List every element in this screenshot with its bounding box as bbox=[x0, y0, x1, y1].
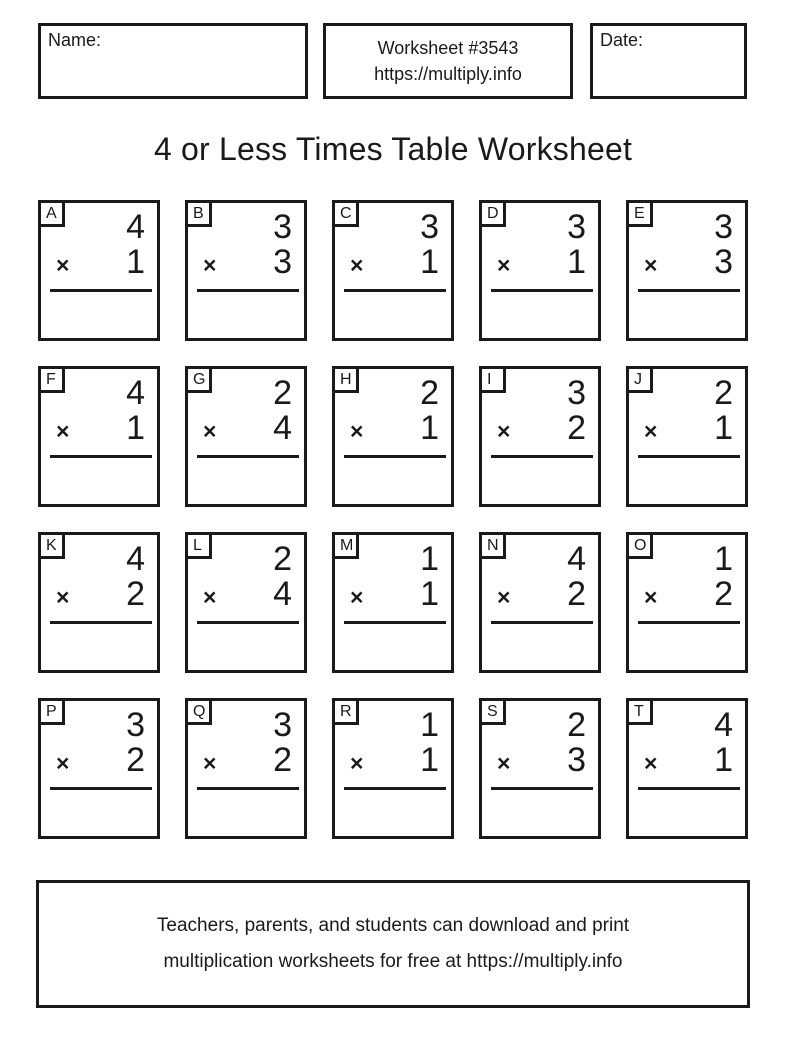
multiplier: 2 bbox=[126, 741, 145, 779]
footer-text-line2: multiplication worksheets for free at https://multiply.info bbox=[163, 951, 623, 972]
multiplier: 1 bbox=[420, 243, 439, 281]
problem-cell-f bbox=[38, 366, 160, 507]
problem-label: L bbox=[188, 535, 212, 559]
worksheet-number: Worksheet #3543 bbox=[377, 38, 519, 58]
multiply-icon: × bbox=[350, 252, 364, 278]
multiplicand: 3 bbox=[567, 208, 586, 246]
problem-label: S bbox=[482, 701, 506, 725]
multiplier: 1 bbox=[567, 243, 586, 281]
answer-space bbox=[188, 624, 304, 676]
problem-label: E bbox=[629, 203, 653, 227]
problem-label: F bbox=[41, 369, 65, 393]
answer-space bbox=[629, 458, 745, 510]
multiplicand: 1 bbox=[420, 706, 439, 744]
name-field-box bbox=[38, 23, 308, 99]
multiplier: 1 bbox=[714, 409, 733, 447]
answer-space bbox=[41, 790, 157, 842]
multiplier: 1 bbox=[420, 741, 439, 779]
multiplier: 1 bbox=[126, 409, 145, 447]
problem-label: C bbox=[335, 203, 359, 227]
multiply-icon: × bbox=[497, 584, 511, 610]
multiplicand: 1 bbox=[420, 540, 439, 578]
multiplier: 2 bbox=[273, 741, 292, 779]
worksheet-url: https://multiply.info bbox=[374, 64, 522, 84]
multiplier: 1 bbox=[420, 575, 439, 613]
problem-label: A bbox=[41, 203, 65, 227]
multiplier: 2 bbox=[567, 409, 586, 447]
answer-space bbox=[335, 292, 451, 344]
multiply-icon: × bbox=[350, 584, 364, 610]
answer-space bbox=[629, 624, 745, 676]
footer-text-line1: Teachers, parents, and students can download and print bbox=[156, 915, 630, 936]
problem-cell-g bbox=[185, 366, 307, 507]
problem-label: T bbox=[629, 701, 653, 725]
problem-label: R bbox=[335, 701, 359, 725]
multiplicand: 4 bbox=[714, 706, 733, 744]
multiplicand: 2 bbox=[273, 374, 292, 412]
problem-label: J bbox=[629, 369, 653, 393]
multiply-icon: × bbox=[644, 418, 658, 444]
answer-space bbox=[335, 790, 451, 842]
date-field-box bbox=[590, 23, 747, 99]
problem-cell-q bbox=[185, 698, 307, 839]
problem-label: Q bbox=[188, 701, 212, 725]
problem-cell-a bbox=[38, 200, 160, 341]
problem-label: I bbox=[482, 369, 506, 393]
answer-space bbox=[482, 458, 598, 510]
answer-space bbox=[41, 292, 157, 344]
problem-label: G bbox=[188, 369, 212, 393]
answer-space bbox=[188, 458, 304, 510]
multiply-icon: × bbox=[350, 418, 364, 444]
multiplicand: 2 bbox=[567, 706, 586, 744]
problem-label: D bbox=[482, 203, 506, 227]
multiplicand: 2 bbox=[714, 374, 733, 412]
problem-label: N bbox=[482, 535, 506, 559]
answer-space bbox=[629, 790, 745, 842]
problem-cell-j bbox=[626, 366, 748, 507]
multiplier: 3 bbox=[714, 243, 733, 281]
problem-cell-t bbox=[626, 698, 748, 839]
multiply-icon: × bbox=[497, 418, 511, 444]
multiply-icon: × bbox=[644, 252, 658, 278]
multiply-icon: × bbox=[203, 418, 217, 444]
problem-cell-h bbox=[332, 366, 454, 507]
problem-label: K bbox=[41, 535, 65, 559]
answer-space bbox=[188, 790, 304, 842]
problem-cell-d bbox=[479, 200, 601, 341]
answer-space bbox=[482, 292, 598, 344]
multiplicand: 4 bbox=[126, 374, 145, 412]
answer-space bbox=[482, 790, 598, 842]
multiplier: 2 bbox=[126, 575, 145, 613]
problem-cell-c bbox=[332, 200, 454, 341]
multiplicand: 4 bbox=[126, 540, 145, 578]
problem-cell-o bbox=[626, 532, 748, 673]
multiplicand: 3 bbox=[126, 706, 145, 744]
name-label: Name: bbox=[48, 30, 102, 50]
problem-label: O bbox=[629, 535, 653, 559]
multiplier: 1 bbox=[714, 741, 733, 779]
multiplicand: 3 bbox=[273, 706, 292, 744]
problem-cell-b bbox=[185, 200, 307, 341]
multiplier: 3 bbox=[273, 243, 292, 281]
answer-space bbox=[482, 624, 598, 676]
answer-space bbox=[335, 624, 451, 676]
multiplicand: 1 bbox=[714, 540, 733, 578]
multiplicand: 4 bbox=[126, 208, 145, 246]
multiply-icon: × bbox=[497, 750, 511, 776]
problem-cell-s bbox=[479, 698, 601, 839]
answer-space bbox=[41, 458, 157, 510]
problems-grid bbox=[38, 200, 748, 839]
answer-space bbox=[41, 624, 157, 676]
problem-label: M bbox=[335, 535, 359, 559]
multiply-icon: × bbox=[350, 750, 364, 776]
multiplier: 4 bbox=[273, 409, 292, 447]
multiplier: 4 bbox=[273, 575, 292, 613]
multiplicand: 3 bbox=[567, 374, 586, 412]
multiplier: 2 bbox=[567, 575, 586, 613]
problem-label: B bbox=[188, 203, 212, 227]
multiply-icon: × bbox=[203, 252, 217, 278]
page-title: 4 or Less Times Table Worksheet bbox=[153, 131, 633, 167]
multiplier: 1 bbox=[126, 243, 145, 281]
multiply-icon: × bbox=[56, 584, 70, 610]
problem-label: P bbox=[41, 701, 65, 725]
multiplicand: 2 bbox=[273, 540, 292, 578]
multiplicand: 2 bbox=[420, 374, 439, 412]
date-label: Date: bbox=[600, 30, 644, 50]
multiply-icon: × bbox=[56, 750, 70, 776]
answer-space bbox=[188, 292, 304, 344]
multiplicand: 3 bbox=[420, 208, 439, 246]
multiply-icon: × bbox=[56, 252, 70, 278]
answer-space bbox=[629, 292, 745, 344]
multiply-icon: × bbox=[497, 252, 511, 278]
multiply-icon: × bbox=[644, 750, 658, 776]
multiplicand: 4 bbox=[567, 540, 586, 578]
multiply-icon: × bbox=[56, 418, 70, 444]
problem-label: H bbox=[335, 369, 359, 393]
multiplier: 1 bbox=[420, 409, 439, 447]
footer-info-box bbox=[36, 880, 750, 1008]
problem-cell-i bbox=[479, 366, 601, 507]
problem-cell-m bbox=[332, 532, 454, 673]
multiply-icon: × bbox=[644, 584, 658, 610]
problem-cell-l bbox=[185, 532, 307, 673]
multiply-icon: × bbox=[203, 750, 217, 776]
problem-cell-p bbox=[38, 698, 160, 839]
answer-space bbox=[335, 458, 451, 510]
multiplier: 3 bbox=[567, 741, 586, 779]
multiplier: 2 bbox=[714, 575, 733, 613]
problem-cell-k bbox=[38, 532, 160, 673]
multiplicand: 3 bbox=[714, 208, 733, 246]
worksheet-info-box bbox=[323, 23, 573, 99]
multiply-icon: × bbox=[203, 584, 217, 610]
problem-cell-e bbox=[626, 200, 748, 341]
multiplicand: 3 bbox=[273, 208, 292, 246]
problem-cell-r bbox=[332, 698, 454, 839]
problem-cell-n bbox=[479, 532, 601, 673]
